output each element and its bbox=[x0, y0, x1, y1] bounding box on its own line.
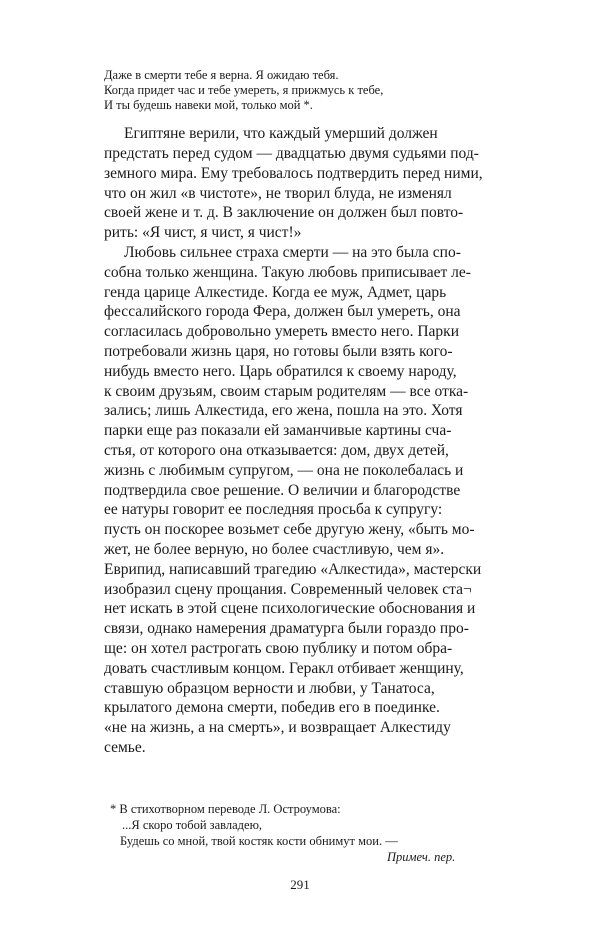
text-line: ще: он хотел растрогать свою публику и потом обра- bbox=[104, 640, 453, 657]
text-line: Египтяне верили, что каждый умерший должен bbox=[124, 125, 438, 142]
text-line: парки еще раз показали ей заманчивые картины сча- bbox=[104, 422, 452, 439]
text-line: пусть он поскорее возьмет себе другую жену, «быть мо- bbox=[104, 521, 475, 538]
epigraph-line: Когда придет час и тебе умереть, я прижмусь к тебе, bbox=[104, 83, 384, 97]
text-line: «не на жизнь, а на смерть», и возвращает Алкестиду bbox=[104, 719, 451, 736]
footnote-attribution: Примеч. пер. bbox=[387, 850, 456, 864]
text-line: нет искать в этой сцене психологические обоснования и bbox=[104, 600, 476, 617]
text-line: ставшую образцом верности и любви, у Танатоса, bbox=[104, 680, 435, 697]
text-line: подтвердила свое решение. О величии и благородстве bbox=[104, 482, 461, 499]
text-line: фессалийского города Фера, должен был умереть, она bbox=[104, 303, 461, 320]
text-line: Еврипид, написавший трагедию «Алкестида», мастерски bbox=[104, 561, 482, 578]
text-line: земного мира. Ему требовалось подтвердить перед ними, bbox=[104, 165, 483, 182]
text-line: зались; лишь Алкестида, его жена, пошла на это. Хотя bbox=[104, 402, 463, 419]
epigraph-line: И ты будешь навеки мой, только мой *. bbox=[104, 98, 313, 112]
text-line: рить: «Я чист, я чист, я чист!» bbox=[104, 224, 302, 241]
text-line: генда царице Алкестиде. Когда ее муж, Адмет, царь bbox=[104, 284, 447, 301]
text-line: предстать перед судом — двадцатью двумя судьями под- bbox=[104, 145, 479, 162]
text-line: семье. bbox=[104, 739, 146, 756]
text-line: к своим друзьям, своим старым родителям — все отка- bbox=[104, 383, 469, 400]
text-line: согласилась добровольно умереть вместо него. Парки bbox=[104, 323, 460, 340]
text-line: жизнь с любимым супругом, — она не поколебалась и bbox=[104, 462, 464, 479]
footnote-line: Будешь со мной, твой костяк кости обнимут мои. — bbox=[120, 834, 398, 848]
text-line: потребовали жизнь царя, но готовы были взять кого- bbox=[104, 343, 453, 360]
text-line: Любовь сильнее страха смерти — на это была спо- bbox=[124, 244, 461, 261]
text-line: связи, однако намерения драматурга были гораздо про- bbox=[104, 620, 469, 637]
text-line: стья, от которого она отказывается: дом, двух детей, bbox=[104, 442, 449, 459]
text-line: ее натуры говорит ее последняя просьба к супругу: bbox=[104, 501, 443, 518]
text-line: своей жене и т. д. В заключение он должен был повто- bbox=[104, 204, 464, 221]
page-number: 291 bbox=[290, 877, 310, 892]
text-line: нибудь вместо него. Царь обратился к своему народу, bbox=[104, 363, 457, 380]
text-line: изобразил сцену прощания. Современный человек ста¬ bbox=[104, 581, 472, 598]
text-line: что он жил «в чистоте», не творил блуда, не изменял bbox=[104, 185, 452, 202]
epigraph-line: Даже в смерти тебе я верна. Я ожидаю тебя. bbox=[104, 68, 339, 82]
text-line: довать счастливым концом. Геракл отбивает женщину, bbox=[104, 660, 464, 677]
text-line: собна только женщина. Такую любовь приписывает ле- bbox=[104, 264, 471, 281]
text-line: крылатого демона смерти, победив его в поединке. bbox=[104, 699, 440, 716]
footnote-line: ...Я скоро тобой завладею, bbox=[122, 818, 263, 832]
text-line: жет, не более верную, но более счастливую, чем я». bbox=[104, 541, 445, 558]
footnote-line: * В стихотворном переводе Л. Остроумова: bbox=[110, 802, 341, 816]
